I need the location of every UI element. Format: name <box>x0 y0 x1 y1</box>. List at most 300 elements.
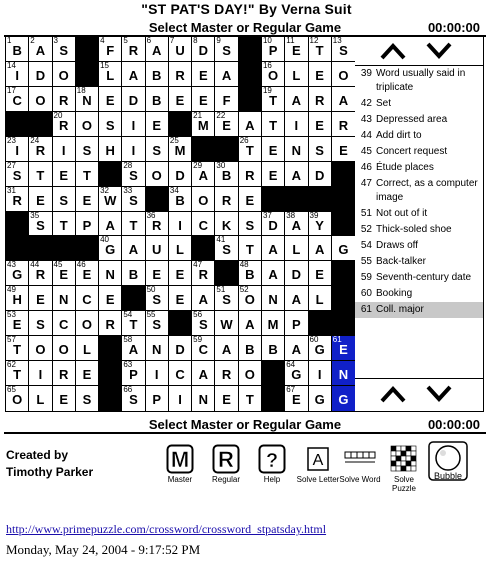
grid-cell[interactable] <box>146 261 169 286</box>
grid-cell[interactable] <box>122 212 145 237</box>
grid-cell[interactable] <box>146 87 169 112</box>
grid-cell[interactable] <box>239 261 262 286</box>
cell-number: 30 <box>216 160 226 170</box>
grid-cell[interactable] <box>169 187 192 212</box>
grid-cell[interactable] <box>122 311 145 336</box>
cell-letter: E <box>82 367 92 383</box>
clue-item[interactable] <box>355 128 483 144</box>
grid-cell[interactable] <box>192 311 215 336</box>
master-button[interactable] <box>158 441 202 484</box>
grid-cell[interactable] <box>6 261 29 286</box>
cell-letter: R <box>12 192 22 208</box>
grid-cell[interactable] <box>99 311 122 336</box>
grid-block <box>262 386 285 411</box>
cell-letter: I <box>131 142 136 158</box>
grid-cell[interactable] <box>29 37 52 62</box>
cell-letter: N <box>152 342 162 358</box>
grid-cell[interactable] <box>239 112 262 137</box>
grid-cell[interactable] <box>29 137 52 162</box>
grid-cell[interactable] <box>262 112 285 137</box>
grid-cell[interactable] <box>192 361 215 386</box>
grid-cell[interactable] <box>262 87 285 112</box>
grid-cell[interactable] <box>146 361 169 386</box>
grid-cell[interactable] <box>53 361 76 386</box>
grid-cell[interactable] <box>6 37 29 62</box>
grid-cell[interactable] <box>76 212 99 237</box>
grid-cell[interactable] <box>285 112 308 137</box>
solve-letter-button[interactable] <box>296 441 340 484</box>
grid-block <box>6 212 29 237</box>
grid-cell[interactable] <box>146 37 169 62</box>
mode-prompt: Select Master or Regular Game <box>148 417 342 432</box>
grid-block <box>239 87 262 112</box>
grid-cell[interactable] <box>169 137 192 162</box>
cell-letter: R <box>221 367 232 383</box>
grid-cell[interactable] <box>99 212 122 237</box>
grid-cell[interactable] <box>215 236 238 261</box>
grid-cell[interactable] <box>285 87 308 112</box>
clue-number: 60 <box>360 288 372 299</box>
grid-cell[interactable] <box>239 361 262 386</box>
clue-item[interactable] <box>355 302 483 318</box>
clue-item[interactable] <box>355 96 483 112</box>
grid-cell[interactable] <box>285 336 308 361</box>
grid-cell[interactable] <box>192 286 215 311</box>
grid-cell[interactable] <box>99 137 122 162</box>
grid-cell[interactable] <box>53 37 76 62</box>
grid-cell[interactable] <box>76 336 99 361</box>
grid-cell[interactable] <box>53 311 76 336</box>
grid-cell[interactable] <box>146 311 169 336</box>
cell-letter: S <box>82 142 92 158</box>
grid-cell[interactable] <box>285 386 308 411</box>
cell-letter: R <box>35 267 46 283</box>
grid-cell[interactable] <box>262 286 285 311</box>
regular-button[interactable] <box>204 441 248 484</box>
cell-number: 6 <box>146 36 152 45</box>
grid-cell[interactable] <box>29 62 52 87</box>
grid-cell[interactable] <box>53 386 76 411</box>
grid-cell[interactable] <box>76 286 99 311</box>
grid-cell[interactable] <box>29 286 52 311</box>
grid-cell[interactable] <box>169 162 192 187</box>
grid-cell[interactable] <box>76 361 99 386</box>
timer: 00:00:00 <box>427 20 480 35</box>
grid-cell[interactable] <box>99 37 122 62</box>
grid-block <box>332 261 355 286</box>
grid-cell[interactable] <box>215 62 238 87</box>
grid-cell[interactable] <box>262 62 285 87</box>
grid-cell[interactable] <box>6 361 29 386</box>
grid-cell[interactable] <box>215 286 238 311</box>
grid-cell[interactable] <box>309 112 332 137</box>
cell-letter: E <box>222 117 231 133</box>
cell-number: 52 <box>239 285 249 295</box>
grid-cell[interactable] <box>146 62 169 87</box>
grid-block <box>99 361 122 386</box>
cell-letter: E <box>315 117 324 133</box>
grid-cell[interactable] <box>6 187 29 212</box>
grid-cell[interactable] <box>309 261 332 286</box>
clue-item[interactable] <box>355 222 483 238</box>
scroll-down-icon[interactable] <box>425 41 453 61</box>
grid-cell[interactable] <box>53 187 76 212</box>
regular-icon <box>212 444 240 474</box>
grid-cell[interactable] <box>285 286 308 311</box>
grid-cell[interactable] <box>122 361 145 386</box>
cell-number: 40 <box>100 235 109 245</box>
cell-letter: Y <box>315 217 324 233</box>
cell-letter: B <box>152 92 162 108</box>
grid-cell[interactable] <box>29 212 52 237</box>
grid-cell[interactable] <box>169 62 192 87</box>
grid-cell[interactable] <box>262 212 285 237</box>
cell-letter: I <box>294 117 299 133</box>
grid-cell[interactable] <box>29 336 52 361</box>
cell-number: 2 <box>30 36 35 45</box>
grid-cell[interactable] <box>146 286 169 311</box>
clue-item[interactable] <box>355 254 483 270</box>
grid-cell[interactable] <box>122 112 145 137</box>
grid-cell[interactable] <box>53 286 76 311</box>
grid-cell[interactable] <box>76 386 99 411</box>
grid-cell[interactable] <box>122 187 145 212</box>
grid-cell[interactable] <box>29 261 52 286</box>
grid-cell[interactable] <box>169 286 192 311</box>
grid-row <box>6 37 354 62</box>
grid-row <box>6 361 354 386</box>
grid-row <box>6 87 354 112</box>
cell-letter: G <box>105 242 116 258</box>
cell-letter: O <box>151 167 162 183</box>
grid-cell[interactable] <box>285 37 308 62</box>
cell-number: 26 <box>239 135 249 145</box>
grid-block <box>262 187 285 212</box>
cell-letter: O <box>58 67 69 83</box>
grid-cell[interactable] <box>122 261 145 286</box>
grid-cell[interactable] <box>6 311 29 336</box>
grid-block <box>99 336 122 361</box>
grid-cell[interactable] <box>215 336 238 361</box>
grid-cell[interactable] <box>215 162 238 187</box>
grid-cell[interactable] <box>192 37 215 62</box>
grid-cell[interactable] <box>122 236 145 261</box>
cell-letter: N <box>82 92 92 108</box>
grid-cell[interactable] <box>169 212 192 237</box>
clue-scroll-top <box>355 37 483 65</box>
cell-letter: I <box>61 142 66 158</box>
grid-cell[interactable] <box>309 162 332 187</box>
grid-cell[interactable] <box>122 386 145 411</box>
grid-cell[interactable] <box>239 286 262 311</box>
grid-cell[interactable] <box>122 87 145 112</box>
grid-cell[interactable] <box>146 336 169 361</box>
cell-number: 54 <box>123 310 133 320</box>
grid-cell[interactable] <box>169 361 192 386</box>
grid-cell[interactable] <box>146 386 169 411</box>
clue-item[interactable] <box>355 160 483 176</box>
cell-number: 20 <box>53 110 63 120</box>
grid-cell[interactable] <box>99 261 122 286</box>
grid-cell[interactable] <box>332 87 355 112</box>
grid-cell[interactable] <box>332 236 355 261</box>
cell-letter: A <box>198 167 208 183</box>
grid-cell[interactable] <box>285 311 308 336</box>
grid-cell[interactable] <box>53 261 76 286</box>
cell-letter: T <box>245 242 254 258</box>
grid-cell[interactable] <box>6 137 29 162</box>
grid-cell[interactable] <box>76 311 99 336</box>
cell-number: 60 <box>309 335 319 345</box>
cell-letter: N <box>338 367 349 383</box>
cell-letter: E <box>82 192 92 208</box>
cell-letter: E <box>198 92 208 108</box>
cell-letter: A <box>291 342 302 358</box>
grid-cell[interactable] <box>29 187 52 212</box>
cell-number: 45 <box>53 260 63 270</box>
grid-cell[interactable] <box>309 62 332 87</box>
grid-cell[interactable] <box>169 386 192 411</box>
grid-cell[interactable] <box>76 112 99 137</box>
cell-number: 16 <box>262 60 272 70</box>
grid-cell[interactable] <box>239 162 262 187</box>
grid-cell[interactable] <box>309 37 332 62</box>
grid-cell[interactable] <box>215 112 238 137</box>
grid-block <box>76 62 99 87</box>
solve-puzzle-button[interactable] <box>382 441 426 493</box>
tool-label: Regular <box>211 475 240 484</box>
cell-letter: I <box>154 367 159 383</box>
grid-cell[interactable] <box>309 336 332 361</box>
grid-cell[interactable] <box>53 62 76 87</box>
cell-letter: T <box>129 317 138 333</box>
grid-cell[interactable] <box>29 386 52 411</box>
cell-letter: I <box>38 367 43 383</box>
grid-cell[interactable] <box>215 386 238 411</box>
grid-cell[interactable] <box>29 87 52 112</box>
cell-number: 27 <box>7 160 16 170</box>
grid-cell[interactable] <box>169 336 192 361</box>
grid-cell[interactable] <box>262 311 285 336</box>
grid-cell[interactable] <box>262 336 285 361</box>
grid-cell[interactable] <box>309 87 332 112</box>
clue-number: 47 <box>360 178 372 189</box>
grid-cell[interactable] <box>309 212 332 237</box>
clue-item[interactable] <box>355 66 483 96</box>
clue-item[interactable] <box>355 238 483 254</box>
grid-cell-selected[interactable] <box>332 336 355 361</box>
grid-cell[interactable] <box>76 87 99 112</box>
credit-line: Created by <box>6 448 69 462</box>
grid-cell[interactable] <box>309 386 332 411</box>
scroll-up-icon[interactable] <box>379 41 407 61</box>
cell-number: 12 <box>309 36 319 45</box>
grid-cell[interactable] <box>239 187 262 212</box>
grid-cell[interactable] <box>285 62 308 87</box>
grid-cell[interactable] <box>239 137 262 162</box>
grid-block <box>332 212 355 237</box>
grid-cell[interactable] <box>29 361 52 386</box>
cell-letter: D <box>198 43 208 58</box>
grid-cell[interactable] <box>239 311 262 336</box>
grid-cell[interactable] <box>122 162 145 187</box>
grid-cell[interactable] <box>29 311 52 336</box>
cell-letter: E <box>175 292 185 308</box>
grid-cell[interactable] <box>169 37 192 62</box>
grid-block <box>6 112 29 137</box>
grid-cell[interactable] <box>309 361 332 386</box>
grid-cell[interactable] <box>122 336 145 361</box>
grid-cell[interactable] <box>146 137 169 162</box>
grid-cell[interactable] <box>169 87 192 112</box>
solve-letter-icon <box>306 444 330 474</box>
cell-letter: L <box>176 242 184 258</box>
grid-cell[interactable] <box>29 162 52 187</box>
grid-cell[interactable] <box>262 236 285 261</box>
bubble-button[interactable] <box>426 441 470 481</box>
grid-cell[interactable] <box>192 112 215 137</box>
cell-number: 13 <box>332 36 342 45</box>
grid-cell[interactable] <box>215 212 238 237</box>
grid-cell[interactable] <box>309 286 332 311</box>
grid-cell[interactable] <box>215 311 238 336</box>
cell-number: 67 <box>286 385 296 395</box>
grid-cell[interactable] <box>239 386 262 411</box>
grid-cell[interactable] <box>285 261 308 286</box>
grid-cell[interactable] <box>262 137 285 162</box>
grid-cell[interactable] <box>169 261 192 286</box>
grid-cell[interactable] <box>332 37 355 62</box>
grid-cell[interactable] <box>192 212 215 237</box>
grid-cell[interactable] <box>6 286 29 311</box>
grid-cell[interactable] <box>53 87 76 112</box>
grid-block <box>76 37 99 62</box>
grid-cell[interactable] <box>6 162 29 187</box>
clue-item[interactable] <box>355 270 483 286</box>
clue-number: 44 <box>360 130 372 141</box>
grid-cell[interactable] <box>6 336 29 361</box>
grid-cell[interactable] <box>76 162 99 187</box>
grid-cell[interactable] <box>192 261 215 286</box>
scroll-down-icon[interactable] <box>425 384 453 404</box>
cell-letter: G <box>338 392 349 408</box>
grid-cell[interactable] <box>239 236 262 261</box>
cell-letter: D <box>268 217 278 233</box>
cell-letter: N <box>105 267 115 283</box>
cell-letter: R <box>152 217 162 233</box>
grid-cell[interactable] <box>53 336 76 361</box>
grid-cell[interactable] <box>76 261 99 286</box>
cell-letter: B <box>12 43 22 58</box>
grid-cell[interactable] <box>99 236 122 261</box>
page-url-link[interactable]: http://www.primepuzzle.com/crossword/crossword_stpatsday.html <box>6 522 327 536</box>
grid-cell[interactable] <box>99 62 122 87</box>
grid-cell-selected[interactable] <box>332 386 355 411</box>
cell-letter: A <box>198 367 208 383</box>
cell-letter: U <box>152 242 162 258</box>
clue-item[interactable] <box>355 176 483 206</box>
grid-cell[interactable] <box>309 236 332 261</box>
grid-cell[interactable] <box>99 187 122 212</box>
solve-word-button[interactable] <box>338 441 382 484</box>
help-button[interactable] <box>250 441 294 484</box>
top-status-bar <box>4 19 486 37</box>
grid-cell[interactable] <box>99 87 122 112</box>
grid-cell[interactable] <box>285 137 308 162</box>
grid-cell[interactable] <box>332 62 355 87</box>
grid-cell[interactable] <box>53 162 76 187</box>
grid-cell[interactable] <box>309 137 332 162</box>
grid-cell[interactable] <box>146 236 169 261</box>
grid-cell[interactable] <box>215 187 238 212</box>
cell-letter: E <box>59 167 68 183</box>
grid-cell[interactable] <box>215 87 238 112</box>
grid-cell[interactable] <box>332 112 355 137</box>
grid-cell[interactable] <box>192 162 215 187</box>
grid-cell[interactable] <box>6 87 29 112</box>
grid-cell[interactable] <box>122 137 145 162</box>
grid-cell[interactable] <box>285 212 308 237</box>
clue-scroll-bottom <box>355 380 483 408</box>
grid-cell[interactable] <box>332 137 355 162</box>
grid-cell[interactable] <box>192 87 215 112</box>
clue-item[interactable] <box>355 206 483 222</box>
grid-cell[interactable] <box>285 361 308 386</box>
grid-cell[interactable] <box>146 112 169 137</box>
grid-cell[interactable] <box>262 162 285 187</box>
cell-letter: R <box>105 317 115 333</box>
cell-letter: A <box>291 217 302 233</box>
grid-cell[interactable] <box>239 336 262 361</box>
grid-cell[interactable] <box>76 187 99 212</box>
grid-cell[interactable] <box>215 37 238 62</box>
clue-item[interactable] <box>355 144 483 160</box>
cell-letter: D <box>314 167 325 183</box>
cell-letter: E <box>36 192 45 208</box>
grid-block <box>332 162 355 187</box>
clue-item[interactable] <box>355 112 483 128</box>
grid-cell[interactable] <box>192 336 215 361</box>
cell-letter: S <box>36 317 45 333</box>
grid-cell[interactable] <box>99 286 122 311</box>
grid-cell[interactable] <box>6 386 29 411</box>
grid-cell[interactable] <box>53 212 76 237</box>
grid-cell[interactable] <box>192 187 215 212</box>
grid-cell[interactable] <box>146 212 169 237</box>
grid-cell[interactable] <box>99 112 122 137</box>
grid-cell[interactable] <box>285 162 308 187</box>
grid-cell[interactable] <box>262 37 285 62</box>
scroll-up-icon[interactable] <box>379 384 407 404</box>
grid-cell[interactable] <box>122 62 145 87</box>
grid-cell[interactable] <box>262 261 285 286</box>
cell-letter: O <box>338 67 349 83</box>
grid-cell[interactable] <box>192 62 215 87</box>
grid-cell[interactable] <box>53 112 76 137</box>
clue-item[interactable] <box>355 286 483 302</box>
grid-cell[interactable] <box>76 137 99 162</box>
grid-cell[interactable] <box>169 236 192 261</box>
grid-cell[interactable] <box>53 137 76 162</box>
grid-cell[interactable] <box>285 236 308 261</box>
grid-cell[interactable] <box>192 386 215 411</box>
grid-cell-selected[interactable] <box>332 361 355 386</box>
grid-cell[interactable] <box>146 162 169 187</box>
grid-cell[interactable] <box>6 62 29 87</box>
grid-cell[interactable] <box>122 37 145 62</box>
grid-cell[interactable] <box>215 361 238 386</box>
grid-cell[interactable] <box>239 212 262 237</box>
